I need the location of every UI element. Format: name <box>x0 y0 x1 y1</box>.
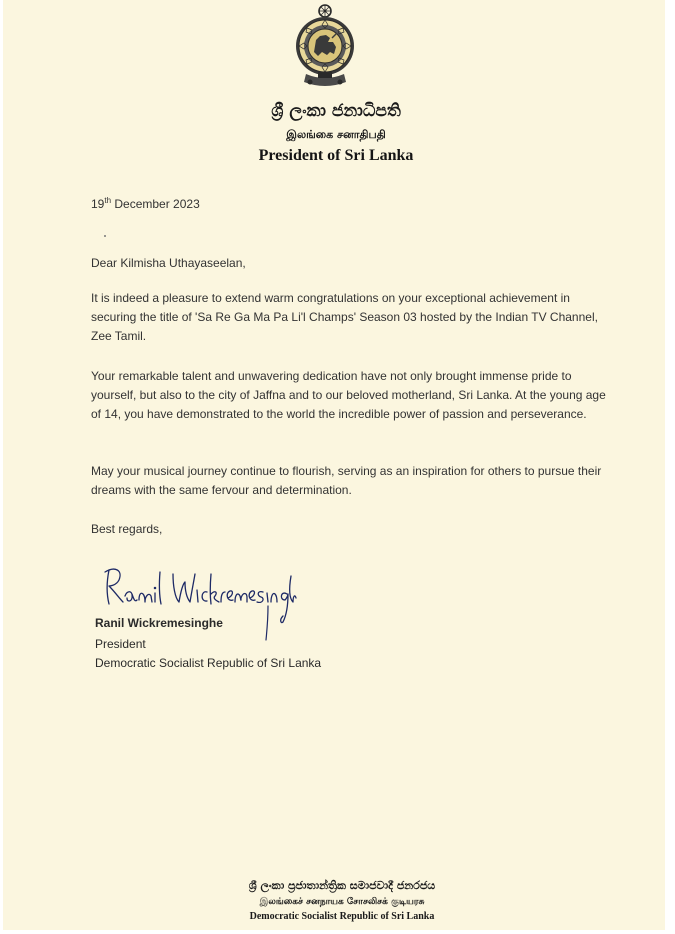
paragraph-congratulations: It is indeed a pleasure to extend warm congratulations on your exceptional achievement in securing the title of 'Sa Re Ga Ma Pa Li'l Champs' Season 03 hosted by the Indian TV Channel, Zee Tamil. <box>91 291 598 343</box>
letterhead-title-english: President of Sri Lanka <box>258 147 414 164</box>
signatory-name: Ranil Wickremesinghe <box>95 616 223 630</box>
signatory-title: President <box>95 637 146 651</box>
date-suffix: th <box>104 196 112 205</box>
salutation: Dear Kilmisha Uthayaseelan, <box>91 256 246 270</box>
letterhead-title-sinhala: ශ්‍රී ලංකා ජනාධිපති <box>271 101 401 121</box>
footer-sinhala: ශ්‍රී ලංකා ප්‍රජාතාන්ත්‍රික සමාජවාදී ජනරජය <box>248 879 436 892</box>
sri-lanka-emblem-icon <box>290 2 360 90</box>
letter-page <box>3 0 665 930</box>
footer-tamil: இலங்கைச் சனநாயக சோசலிசக் குடியரசு <box>259 897 425 907</box>
closing: Best regards, <box>91 522 163 536</box>
paragraph-wishes: May your musical journey continue to flourish, serving as an inspiration for others to pursue their dreams with the same fervour and determination. <box>91 464 602 497</box>
footer-english: Democratic Socialist Republic of Sri Lanka <box>249 911 435 922</box>
signatory-organization: Democratic Socialist Republic of Sri Lanka <box>95 656 322 670</box>
date-day: 19 <box>91 197 105 211</box>
letter-date <box>91 195 611 214</box>
paragraph-talent: Your remarkable talent and unwavering dedication have not only brought immense pride to yourself, but also to the city of Jaffna and to our beloved motherland, Sri Lanka. At the young age of 14, you have demonstrated to the world the incredible power of passion and perseverance. <box>91 369 606 421</box>
paper-speck <box>104 235 106 237</box>
date-month-year: December 2023 <box>111 197 200 211</box>
letterhead-title-tamil: இலங்கை சனாதிபதி <box>286 128 386 141</box>
